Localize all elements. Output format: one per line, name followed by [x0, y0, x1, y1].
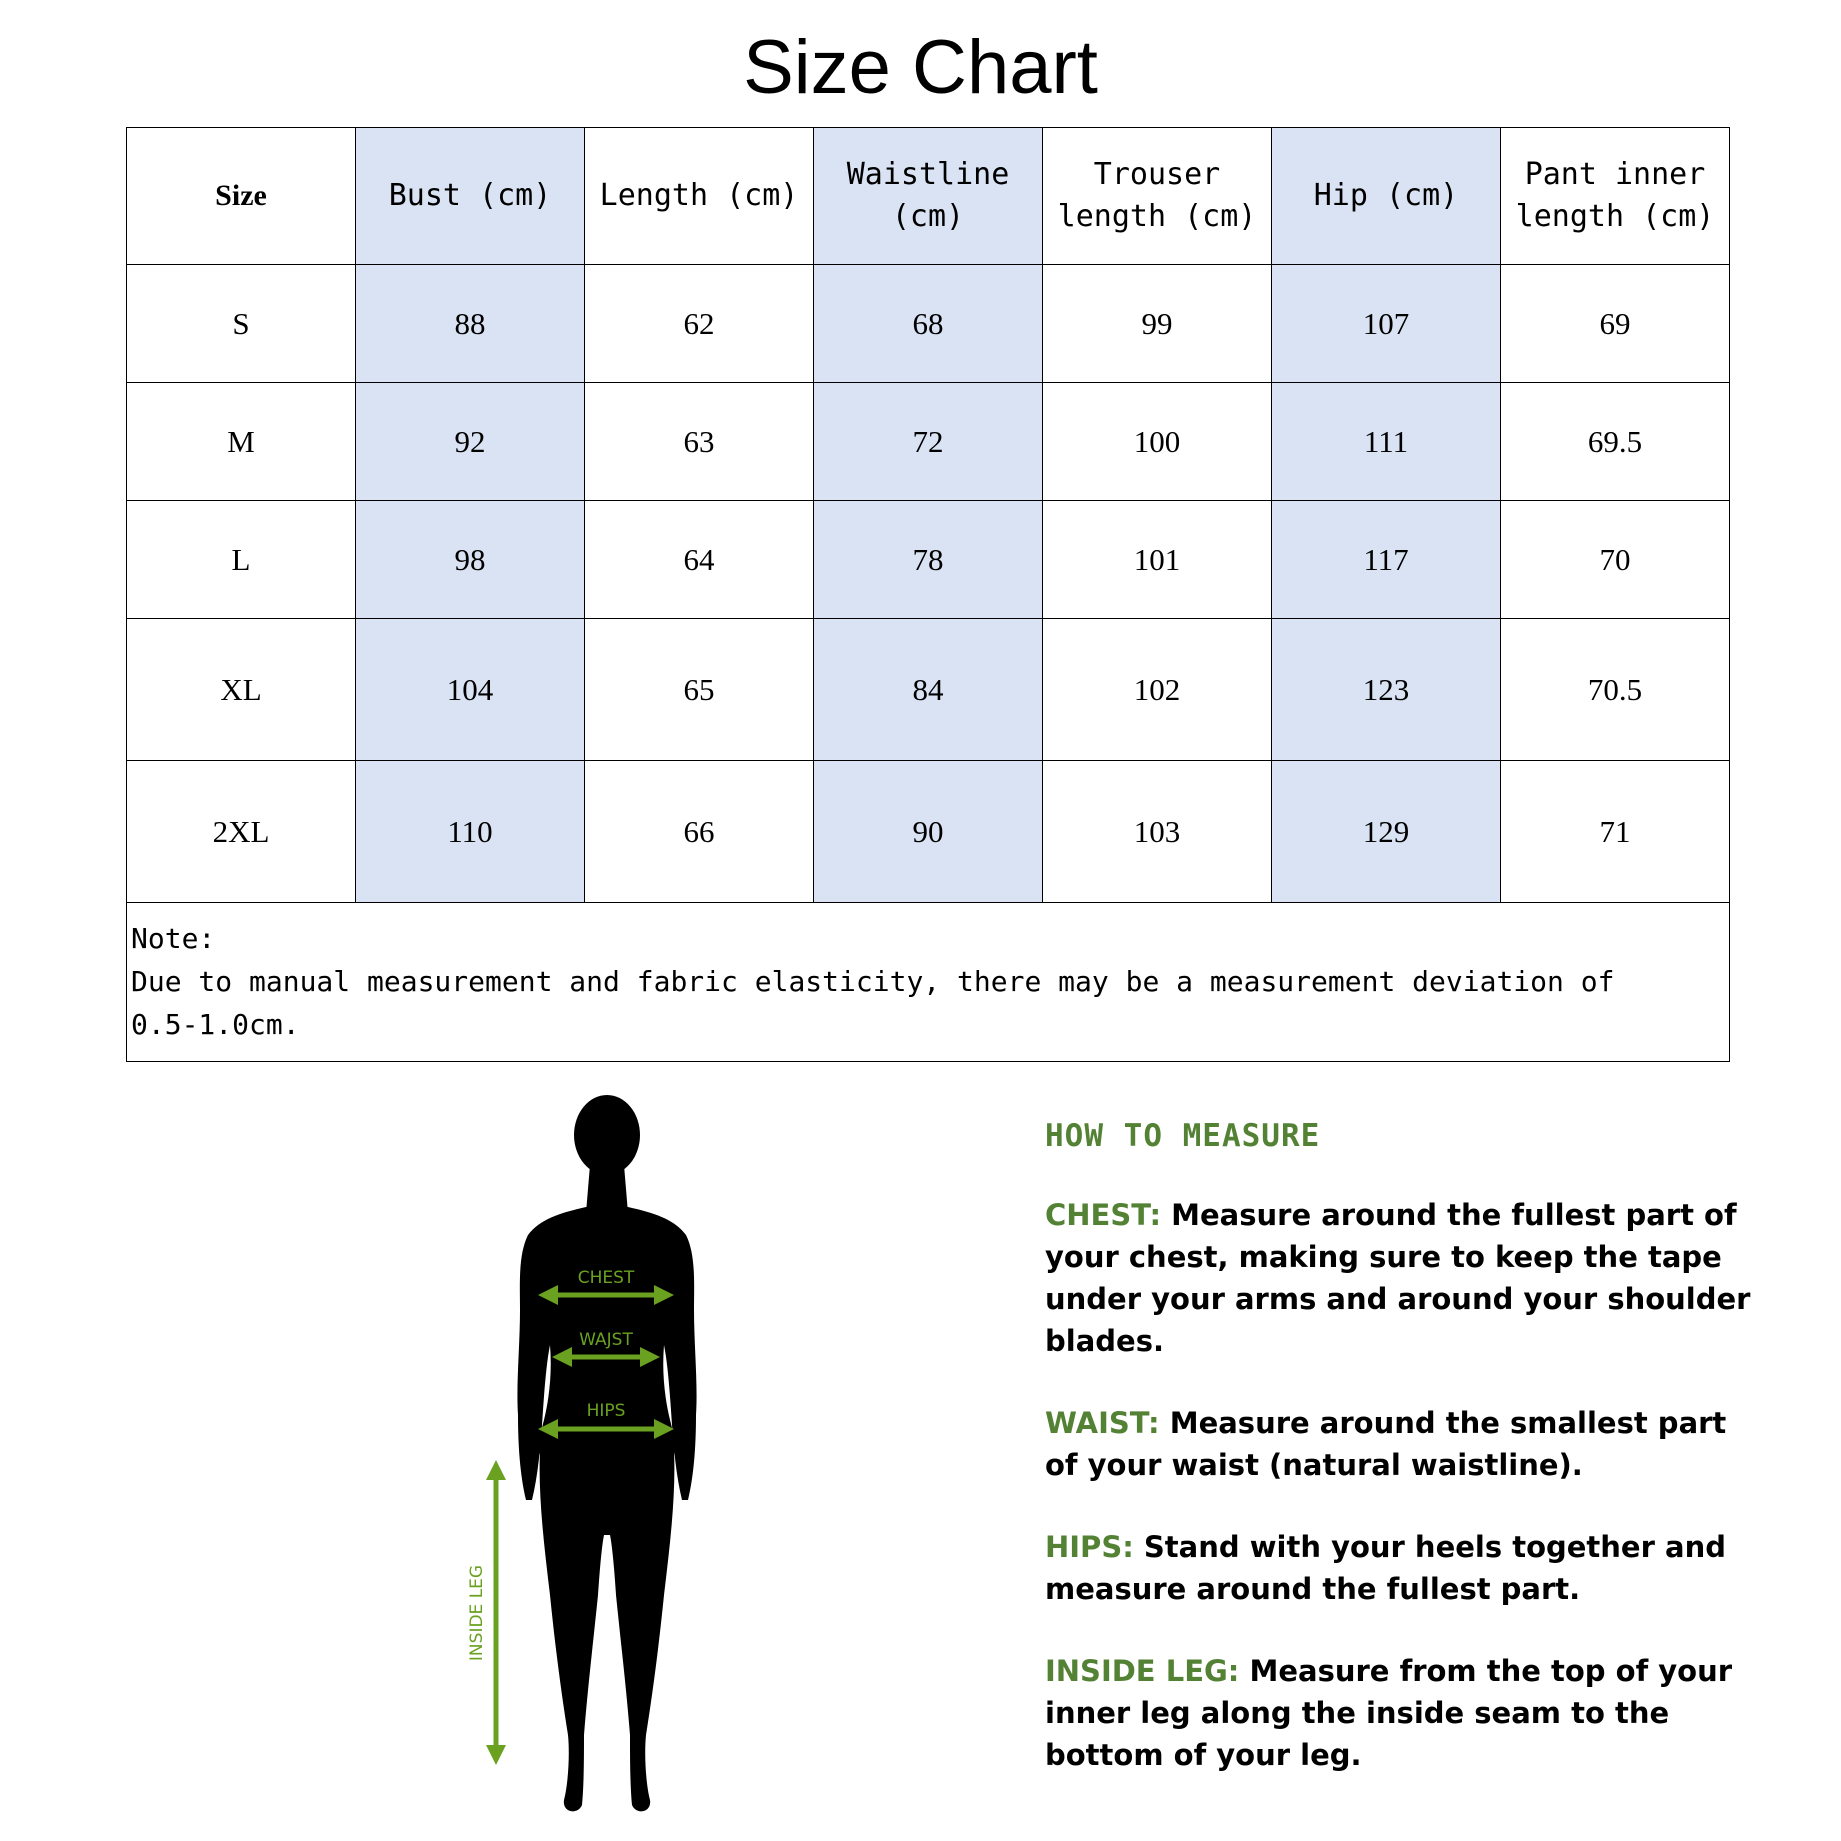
- cell-trouser-length: 99: [1043, 265, 1272, 383]
- header-waistline: [814, 128, 1043, 265]
- note-text: Due to manual measurement and fabric elasticity, there may be a measurement deviation of 0.5-1.0cm.: [131, 965, 1615, 1041]
- cell-waistline: 68: [814, 265, 1043, 383]
- table-header-row: [127, 128, 1730, 265]
- cell-trouser-length: 101: [1043, 501, 1272, 619]
- cell-length: 64: [585, 501, 814, 619]
- note-cell: [127, 903, 1730, 1062]
- cell-waistline: 84: [814, 619, 1043, 761]
- cell-length: 63: [585, 383, 814, 501]
- inside-leg-instruction-label: INSIDE LEG:: [1045, 1654, 1240, 1688]
- cell-size: M: [127, 383, 356, 501]
- how-to-measure-title: HOW TO MEASURE: [1045, 1118, 1321, 1154]
- silhouette-shape: [517, 1095, 696, 1811]
- cell-pant-inner-length: 69: [1501, 265, 1730, 383]
- header-length: Length (cm): [585, 128, 814, 265]
- cell-pant-inner-length: 69.5: [1501, 383, 1730, 501]
- cell-size: L: [127, 501, 356, 619]
- how-to-measure-panel: [1045, 1118, 1765, 1776]
- cell-length: 65: [585, 619, 814, 761]
- cell-length: 62: [585, 265, 814, 383]
- table-row: [127, 265, 1730, 383]
- hips-instruction: [1045, 1526, 1765, 1610]
- header-waistline-line1: Waistline: [846, 157, 1010, 192]
- cell-bust: 110: [356, 761, 585, 903]
- waist-instruction-label: WAIST:: [1045, 1406, 1160, 1440]
- cell-bust: 88: [356, 265, 585, 383]
- header-pant-line1: Pant inner: [1524, 157, 1706, 192]
- cell-size: XL: [127, 619, 356, 761]
- chest-instruction-text: Measure around the fullest part of your chest, making sure to keep the tape under your arms and around your shoulder blades.: [1045, 1198, 1751, 1358]
- header-pant-line2: length (cm): [1515, 199, 1715, 234]
- cell-pant-inner-length: 70: [1501, 501, 1730, 619]
- table-row: [127, 761, 1730, 903]
- hips-instruction-text: Stand with your heels together and measure around the fullest part.: [1045, 1530, 1726, 1606]
- hips-instruction-label: HIPS:: [1045, 1530, 1134, 1564]
- chest-instruction: [1045, 1194, 1765, 1362]
- cell-hip: 111: [1272, 383, 1501, 501]
- cell-trouser-length: 100: [1043, 383, 1272, 501]
- header-waistline-line2: (cm): [891, 199, 965, 234]
- inside-leg-instruction: [1045, 1650, 1765, 1776]
- cell-bust: 98: [356, 501, 585, 619]
- cell-pant-inner-length: 70.5: [1501, 619, 1730, 761]
- table-row: [127, 383, 1730, 501]
- note-label: Note:: [131, 922, 216, 955]
- header-size: Size: [127, 128, 356, 265]
- cell-hip: 117: [1272, 501, 1501, 619]
- inside-leg-label: INSIDE LEG: [467, 1564, 487, 1662]
- body-measurement-figure: [440, 1095, 740, 1825]
- cell-hip: 129: [1272, 761, 1501, 903]
- cell-size: S: [127, 265, 356, 383]
- header-hip: Hip (cm): [1272, 128, 1501, 265]
- cell-pant-inner-length: 71: [1501, 761, 1730, 903]
- body-silhouette: [440, 1095, 740, 1825]
- chest-instruction-label: CHEST:: [1045, 1198, 1162, 1232]
- header-trouser-line1: Trouser: [1093, 157, 1221, 192]
- header-trouser-length: [1043, 128, 1272, 265]
- inside-leg-instruction-text: Measure from the top of your inner leg along the inside seam to the bottom of your leg.: [1045, 1654, 1733, 1772]
- cell-bust: 104: [356, 619, 585, 761]
- waist-label: WAJST: [579, 1330, 633, 1350]
- table-row: [127, 619, 1730, 761]
- chest-label: CHEST: [577, 1268, 635, 1288]
- waist-instruction-text: Measure around the smallest part of your waist (natural waistline).: [1045, 1406, 1727, 1482]
- header-pant-inner-length: [1501, 128, 1730, 265]
- cell-length: 66: [585, 761, 814, 903]
- cell-waistline: 72: [814, 383, 1043, 501]
- cell-hip: 123: [1272, 619, 1501, 761]
- cell-bust: 92: [356, 383, 585, 501]
- waist-instruction: [1045, 1402, 1765, 1486]
- cell-trouser-length: 103: [1043, 761, 1272, 903]
- page-title: Size Chart: [743, 25, 1098, 110]
- cell-waistline: 90: [814, 761, 1043, 903]
- cell-hip: 107: [1272, 265, 1501, 383]
- size-chart-table: [126, 127, 1730, 1062]
- header-bust: Bust (cm): [356, 128, 585, 265]
- table-row: [127, 501, 1730, 619]
- cell-waistline: 78: [814, 501, 1043, 619]
- header-trouser-line2: length (cm): [1057, 199, 1257, 234]
- cell-trouser-length: 102: [1043, 619, 1272, 761]
- cell-size: 2XL: [127, 761, 356, 903]
- note-row: [127, 903, 1730, 1062]
- hips-label: HIPS: [586, 1401, 626, 1421]
